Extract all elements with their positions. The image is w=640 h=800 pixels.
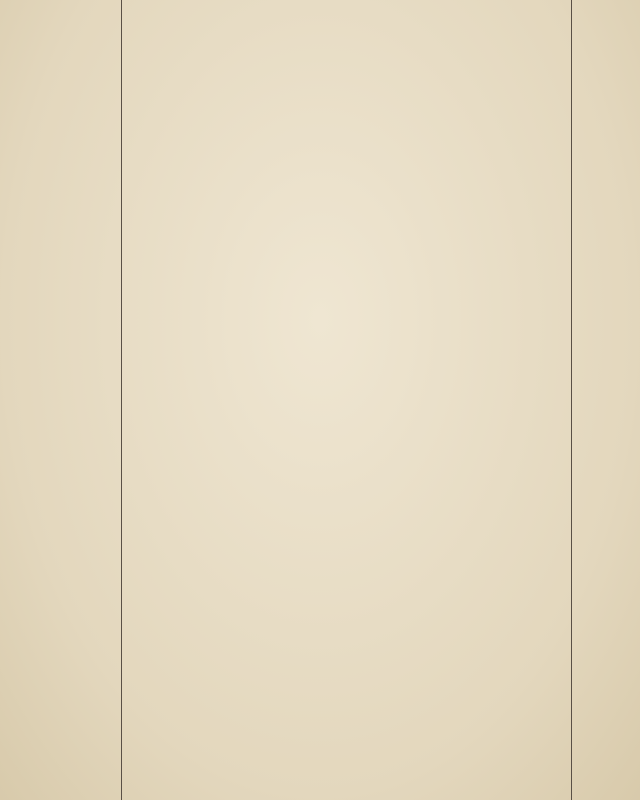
column-rule	[571, 0, 572, 800]
column-rule	[121, 0, 122, 800]
